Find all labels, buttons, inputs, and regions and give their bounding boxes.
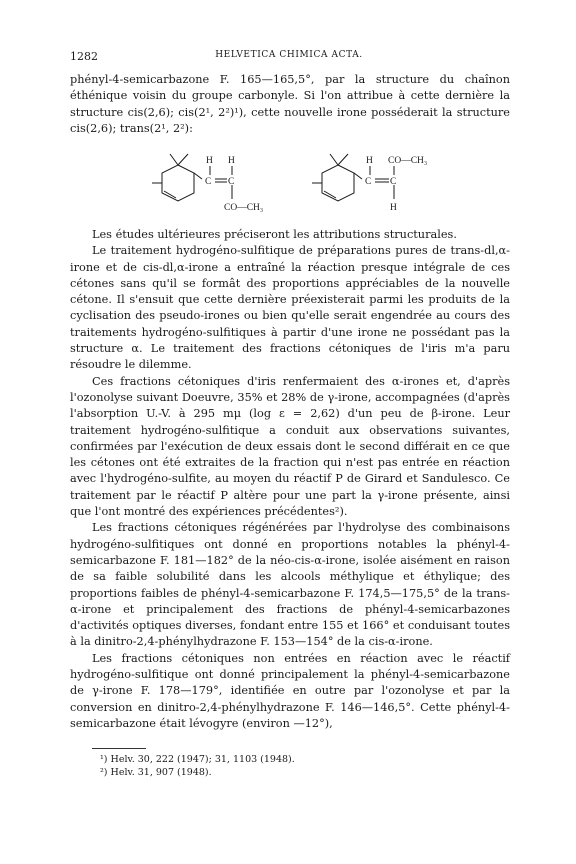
right-structure	[312, 154, 397, 201]
intro-paragraph: phényl-4-semicarbazone F. 165—165,5°, par la structure du chaînon éthénique voisin du groupe carbonyle. Si l'on attribue à cette dernière la structure cis(2,6); cis(2¹, 2²)¹), cette nouvelle irone posséderait la structure cis(2,6); trans(2¹, 2²):	[70, 73, 510, 135]
intro-text	[70, 72, 510, 137]
footnote-rule	[92, 748, 146, 749]
paragraph-5: Les fractions cétoniques non entrées en réaction avec le réactif hydrogéno-sulfitique ont donné principalement la phényl-4-semicarbazone de γ-irone F. 178—179°, identifiée en outre par l'ozonolyse et par la conversion en dinitro-2,4-phénylhydrazone F. 146—146,5°. Cette phényl-4-semicarbazone était lévogyre (environ —12°),	[70, 651, 510, 730]
structural-formulas	[150, 143, 440, 221]
paragraph-3: Ces fractions cétoniques d'iris renfermaient des α-irones et, d'après l'ozonolyse suivant Doeuvre, 35% et 28% de γ-irone, accompagnées (d'après l'absorption U.-V. à 295 mμ (log ε = 2,62) d'un peu de β-irone. Leur traitement hydrogéno-sulfitique a conduit aux observations suivantes, confirmées par l'exécution de deux essais dont le second différait en ce que les cétones ont été extraites de la fraction qui n'est pas entrée en réaction avec l'hydrogéno-sulfite, au moyen du réactif P de Girard et Sandulesco. Ce traitement par le réactif P altère pour une part la γ-irone présente, ainsi que l'ont montré des expériences précédentes²).	[70, 374, 510, 519]
formula-drawing	[150, 143, 440, 221]
left-c1: C	[205, 177, 212, 187]
footnote-2: ²) Helv. 31, 907 (1948).	[100, 767, 212, 778]
right-c2: C	[390, 177, 397, 187]
right-top: CO—CH₃	[388, 156, 428, 166]
right-bottom: H	[390, 203, 397, 213]
left-h2: H	[228, 156, 235, 166]
main-text	[70, 227, 510, 732]
footnotes	[100, 753, 500, 779]
left-structure	[152, 154, 235, 201]
paragraph-1: Les études ultérieures préciseront les attributions structurales.	[92, 228, 457, 241]
left-h1: H	[206, 156, 213, 166]
left-c2: C	[228, 177, 235, 187]
right-h1: H	[366, 156, 373, 166]
left-sub: CO—CH₃	[224, 203, 264, 213]
journal-title: HELVETICA CHIMICA ACTA.	[215, 50, 363, 60]
right-c1: C	[365, 177, 372, 187]
paragraph-2: Le traitement hydrogéno-sulfitique de préparations pures de trans-dl,α-irone et de cis-dl,α-irone a entraîné la réaction presque intégrale de ces cétones sans qu'il se formât des proportions appréciables de la nouvelle cétone. Il s'ensuit que cette dernière préexisterait parmi les produits de la cyclisation des pseudo-irones ou bien qu'elle serait engendrée au cours des traitements hydrogéno-sulfitiques à partir d'une irone ne possédant pas la structure α. Le traitement des fractions cétoniques de l'iris m'a paru résoudre le dilemme.	[70, 244, 510, 372]
running-header	[70, 50, 508, 64]
paragraph-4: Les fractions cétoniques régénérées par l'hydrolyse des combinaisons hydrogéno-sulfitiques ont donné en proportions notables la phényl-4-semicarbazone F. 181—182° de la néo-cis-α-irone, isolée aisément en raison de sa faible solubilité dans les alcools méthylique et éthylique; des proportions faibles de phényl-4-semicarbazone F. 174,5—175,5° de la trans-α-irone et principalement des fractions de phényl-4-semicarbazones d'activités optiques diverses, fondant entre 155 et 166° et conduisant toutes à la dinitro-2,4-phénylhydrazone F. 153—154° de la cis-α-irone.	[70, 521, 510, 649]
footnote-1: ¹) Helv. 30, 222 (1947); 31, 1103 (1948).	[100, 754, 295, 765]
page-number: 1282	[70, 50, 98, 63]
